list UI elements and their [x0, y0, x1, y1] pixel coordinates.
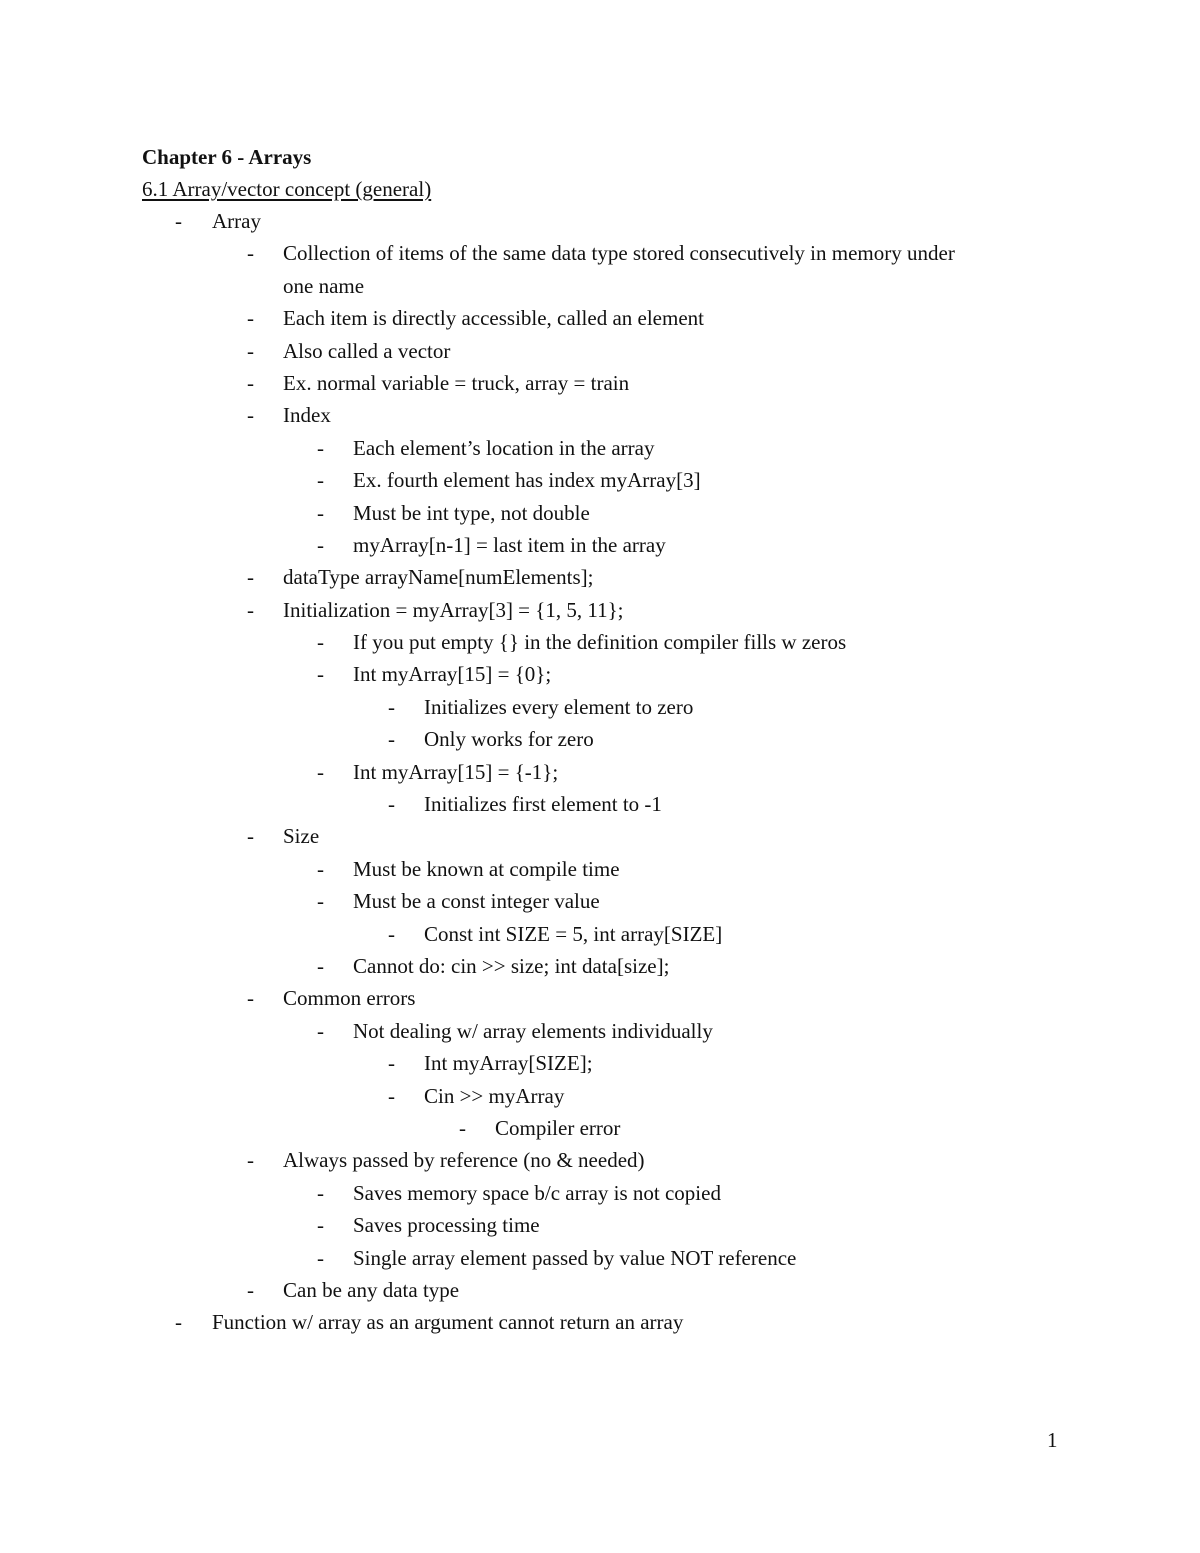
- bullet-dash: -: [317, 759, 324, 784]
- outline-item: [0, 335, 1200, 367]
- bullet-dash: -: [317, 889, 324, 914]
- outline-item: [0, 1306, 1200, 1338]
- section-heading: 6.1 Array/vector concept (general): [142, 177, 432, 201]
- outline-item-text: dataType arrayName[numElements];: [283, 565, 594, 590]
- outline-item-text: Array: [212, 209, 261, 233]
- outline-item: [0, 1144, 1200, 1176]
- outline-item: [0, 853, 1200, 885]
- bullet-dash: -: [317, 662, 324, 687]
- bullet-dash: -: [388, 792, 395, 817]
- bullet-dash: -: [317, 1245, 324, 1270]
- outline-item: [0, 1015, 1200, 1047]
- outline-item-text: Int myArray[15] = {-1};: [353, 759, 559, 784]
- outline-item-text: Each element’s location in the array: [353, 435, 655, 460]
- bullet-dash: -: [317, 435, 324, 460]
- outline-item: [0, 1242, 1200, 1274]
- outline-item: [0, 820, 1200, 852]
- outline-item: [0, 1112, 1200, 1144]
- outline-item-text: Ex. fourth element has index myArray[3]: [353, 468, 701, 493]
- outline-item: [0, 626, 1200, 658]
- outline-item-text: Must be a const integer value: [353, 889, 600, 914]
- bullet-dash: -: [317, 630, 324, 655]
- outline-item: [0, 1274, 1200, 1306]
- outline-item: [0, 561, 1200, 593]
- outline-item: [0, 432, 1200, 464]
- bullet-dash: -: [247, 986, 254, 1011]
- outline-item-text: myArray[n-1] = last item in the array: [353, 532, 666, 557]
- outline-item: [0, 918, 1200, 950]
- outline-item: [0, 788, 1200, 820]
- bullet-dash: -: [388, 694, 395, 719]
- outline-item: [0, 464, 1200, 496]
- bullet-dash: -: [317, 953, 324, 978]
- outline-item-text: Each item is directly accessible, called an element: [283, 306, 704, 331]
- outline-item: [0, 691, 1200, 723]
- bullet-dash: -: [317, 500, 324, 525]
- bullet-dash: -: [247, 241, 254, 266]
- outline-item-text: Saves memory space b/c array is not copied: [353, 1180, 721, 1205]
- outline-item-text: Initializes every element to zero: [424, 694, 694, 719]
- bullet-dash: -: [247, 1277, 254, 1302]
- outline-item-text: Cannot do: cin >> size; int data[size];: [353, 953, 670, 978]
- outline-item-text: Compiler error: [495, 1115, 621, 1140]
- outline-item: [0, 497, 1200, 529]
- outline-item-text: Can be any data type: [283, 1277, 460, 1302]
- outline-item-text: Only works for zero: [424, 727, 594, 752]
- bullet-dash: -: [388, 1083, 395, 1108]
- bullet-dash: -: [247, 565, 254, 590]
- outline-item-text: Always passed by reference (no & needed): [283, 1148, 645, 1173]
- outline-item-text: Also called a vector: [283, 338, 451, 363]
- outline-item-text: Function w/ array as an argument cannot return an array: [212, 1310, 684, 1335]
- outline-item-text: Cin >> myArray: [424, 1083, 565, 1108]
- bullet-dash: -: [388, 727, 395, 752]
- outline-item: [0, 1047, 1200, 1079]
- outline-item-text: Ex. normal variable = truck, array = train: [283, 370, 630, 395]
- outline-item-text: Int myArray[SIZE];: [424, 1051, 593, 1076]
- outline-item: [0, 205, 1200, 237]
- outline-item-text: one name: [283, 273, 365, 298]
- bullet-dash: -: [247, 338, 254, 363]
- outline-item-text: Collection of items of the same data type stored consecutively in memory under: [283, 241, 955, 266]
- bullet-dash: -: [459, 1115, 466, 1140]
- outline-item-text: Single array element passed by value NOT reference: [353, 1245, 797, 1270]
- outline-item-text: Not dealing w/ array elements individually: [353, 1018, 713, 1043]
- outline-item-text: Int myArray[15] = {0};: [353, 662, 552, 687]
- outline-item-text: Saves processing time: [353, 1213, 540, 1238]
- bullet-dash: -: [247, 370, 254, 395]
- bullet-dash: -: [388, 1051, 395, 1076]
- bullet-dash: -: [317, 468, 324, 493]
- outline-item: [0, 367, 1200, 399]
- outline-item: [0, 1177, 1200, 1209]
- bullet-dash: -: [317, 1018, 324, 1043]
- outline-item-text: Initialization = myArray[3] = {1, 5, 11};: [283, 597, 624, 622]
- outline-item: [0, 399, 1200, 431]
- bullet-dash: -: [247, 403, 254, 428]
- outline-item-text: Must be int type, not double: [353, 500, 590, 525]
- bullet-dash: -: [247, 1148, 254, 1173]
- outline-item-text: Common errors: [283, 986, 416, 1011]
- bullet-dash: -: [317, 856, 324, 881]
- bullet-dash: -: [317, 1180, 324, 1205]
- bullet-dash: -: [247, 597, 254, 622]
- outline-item-text: Initializes first element to -1: [424, 792, 662, 817]
- chapter-title: Chapter 6 - Arrays: [142, 145, 312, 169]
- bullet-dash: -: [175, 1310, 182, 1335]
- outline-item-text: Size: [283, 824, 320, 849]
- outline-item: [0, 270, 1200, 302]
- outline-item: [0, 982, 1200, 1014]
- outline-item: [0, 237, 1200, 269]
- outline-item: [0, 529, 1200, 561]
- outline-item: [0, 885, 1200, 917]
- outline-item-text: Const int SIZE = 5, int array[SIZE]: [424, 921, 723, 946]
- outline-item: [0, 302, 1200, 334]
- outline-item-text: Must be known at compile time: [353, 856, 620, 881]
- bullet-dash: -: [317, 1213, 324, 1238]
- bullet-outline: [0, 205, 1200, 1339]
- bullet-dash: -: [317, 532, 324, 557]
- bullet-dash: -: [247, 306, 254, 331]
- outline-item: [0, 1209, 1200, 1241]
- outline-item-text: If you put empty {} in the definition compiler fills w zeros: [353, 630, 847, 655]
- bullet-dash: -: [175, 209, 182, 233]
- outline-item: [0, 950, 1200, 982]
- bullet-dash: -: [247, 824, 254, 849]
- page-number: 1: [1047, 1428, 1058, 1452]
- outline-item-text: Index: [283, 403, 331, 428]
- outline-item: [0, 1080, 1200, 1112]
- outline-item: [0, 594, 1200, 626]
- outline-item: [0, 756, 1200, 788]
- bullet-dash: -: [388, 921, 395, 946]
- outline-item: [0, 658, 1200, 690]
- outline-item: [0, 723, 1200, 755]
